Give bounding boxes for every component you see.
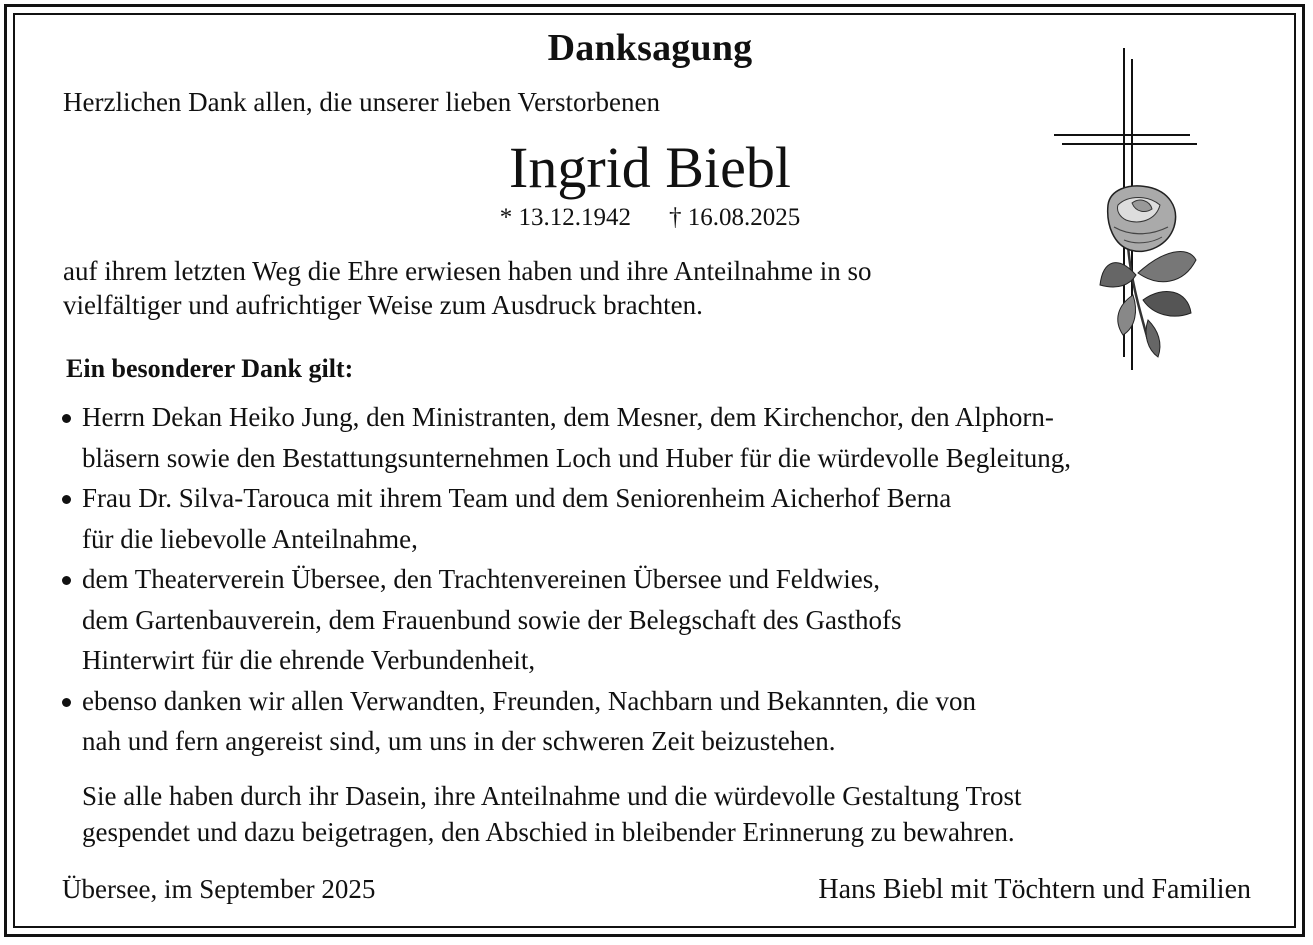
cross-rose-artwork (1048, 45, 1208, 375)
special-thanks-heading: Ein besonderer Dank gilt: (66, 354, 354, 383)
gratitude-line: auf ihrem letzten Weg die Ehre erwiesen haben und ihre Anteilnahme in so (63, 256, 872, 286)
gratitude-text (63, 254, 1063, 322)
item-line: Frau Dr. Silva-Tarouca mit ihrem Team und dem Seniorenheim Aicherhof Berna (82, 483, 952, 513)
death-date: † 16.08.2025 (669, 204, 801, 231)
closing-line: Sie alle haben durch ihr Dasein, ihre Anteilnahme und die würdevolle Gestaltung Trost (82, 781, 1022, 811)
list-item (58, 681, 1278, 762)
bullet-icon (62, 698, 71, 707)
item-line: Herrn Dekan Heiko Jung, den Ministranten, dem Mesner, dem Kirchenchor, den Alphorn- (82, 402, 1054, 432)
list-item (58, 478, 1278, 559)
item-line: dem Theaterverein Übersee, den Trachtenvereinen Übersee und Feldwies, (82, 564, 880, 594)
rose-icon (1100, 186, 1196, 357)
item-line: für die liebevolle Anteilnahme, (82, 523, 418, 554)
closing-text (82, 778, 1022, 850)
notice-title: Danksagung (547, 27, 753, 69)
item-line: bläsern sowie den Bestattungsunternehmen Loch und Huber für die würdevolle Begleitung, (82, 442, 1071, 473)
signature: Hans Biebl mit Töchtern und Familien (818, 874, 1251, 905)
bullet-icon (62, 414, 71, 423)
deceased-name: Ingrid Biebl (509, 135, 791, 200)
list-item (58, 559, 1278, 681)
item-line: Hinterwirt für die ehrende Verbundenheit, (82, 645, 536, 675)
list-item (58, 397, 1278, 478)
item-line: dem Gartenbauverein, dem Frauenbund sowie der Belegschaft des Gasthofs (82, 604, 902, 635)
item-line: ebenso danken wir allen Verwandten, Freunden, Nachbarn und Bekannten, die von (82, 685, 976, 716)
intro-text: Herzlichen Dank allen, die unserer lieben Verstorbenen (63, 87, 661, 117)
closing-line: gespendet und dazu beigetragen, den Abschied in bleibender Erinnerung zu bewahren. (82, 817, 1015, 847)
bullet-icon (62, 495, 71, 504)
item-line: nah und fern angereist sind, um uns in der schweren Zeit beizustehen. (82, 726, 836, 756)
birth-date: * 13.12.1942 (499, 204, 631, 231)
gratitude-line: vielfältiger und aufrichtiger Weise zum Ausdruck brachten. (63, 290, 703, 320)
place-date: Übersee, im September 2025 (62, 874, 376, 904)
bullet-icon (62, 576, 71, 585)
thanks-list (58, 397, 1278, 762)
